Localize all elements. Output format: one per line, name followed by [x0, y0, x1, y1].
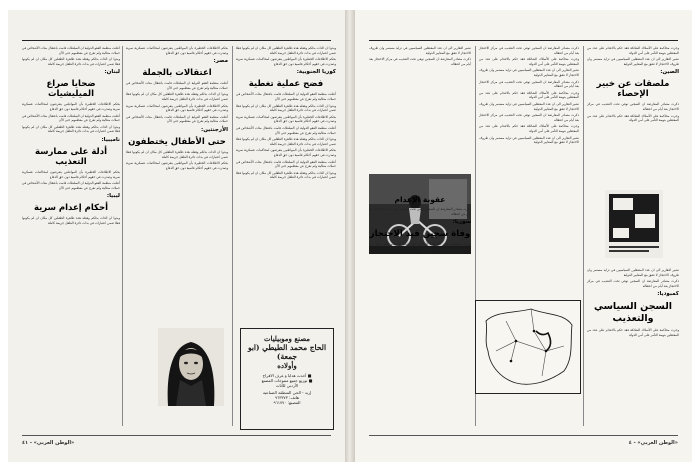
- section-korea: كوريا الجنوبية:: [296, 69, 336, 76]
- body-text: بحكم الاطلاعات الخطيرة بأن المواطنين يتعرضون لمحاكمات عسكرية سرية وصدرت في حقهم أحكام قاسية دون حق الدفاع: [126, 103, 228, 113]
- body-text: وبدوا ان الذات بذلكم وفعله هذه ظاهرة الطفلين كل مكان ان لم يكونوا فعلا ضمن اعتبارات في بدات دائرة الطفل جريمة كاملة: [236, 170, 336, 180]
- left-col-1: [236, 46, 336, 182]
- body-text: بحكم الاطلاعات الخطيرة بأن المواطنين يتعرضون لمحاكمات عسكرية سرية وصدرت في حقهم أحكام قاسية دون حق الدفاع: [236, 114, 336, 124]
- body-text: وبدوا ان الذات بذلكم وفعله هذه ظاهرة الطفلين كل مكان ان لم يكونوا فعلا ضمن اعتبارات في بدات دائرة الطفل جريمة كاملة: [126, 92, 228, 101]
- footer-rule: [22, 435, 331, 436]
- body-text: وجرت محاكمة على الأسلاك الشائكة فقد حكم بالاعدام على عدد من المعتقلين بتهمة التآمر على أمن الدولة: [479, 124, 579, 133]
- ad-line: وأولاده: [277, 361, 297, 370]
- right-col-1: [587, 46, 679, 125]
- left-page: [8, 10, 345, 462]
- body-text: تشير التقارير الى ان عدد المعتقلين السياسيين في تزايد مستمر وان ظروف الاحتجاز لا تتفق مع المعايير الدولية: [479, 101, 579, 111]
- body-text: بحكم الاطلاعات الخطيرة بأن المواطنين يتعرضون لمحاكمات عسكرية سرية وصدرت في حقهم أحكام قاسية دون حق الدفاع: [236, 148, 336, 157]
- headline-dahaya: ضحايا صراع الميليشيات: [46, 79, 96, 100]
- body-text: أعلنت منظمة العفو الدولية ان السلطات قامت باعتقال مئات الأشخاص في حملات متتالية ولم تفرج عن معظمهم حتى الآن: [236, 125, 336, 135]
- body-text: وجرت محاكمة على الأسلاك الشائكة فقد حكم بالاعدام على عدد من المعتقلين بتهمة التآمر على أمن الدولة: [369, 242, 471, 251]
- headline-ard: أدلة على ممارسة التعذيب: [35, 146, 107, 167]
- column-divider: [232, 46, 233, 426]
- headline-ahkam: أحكام إعدام سرية: [33, 203, 109, 214]
- ad-line: المصنع: ٩٦١٧٧٠: [273, 400, 301, 405]
- body-text: وجرت محاكمة على الأسلاك الشائكة فقد حكم بالاعدام على عدد من المعتقلين بتهمة التآمر على أمن الدولة: [587, 46, 679, 55]
- top-rule: [22, 40, 331, 41]
- portrait-image: [158, 328, 224, 406]
- ad-line: ■ أحدث هدايا و غرف الافراح: [262, 373, 312, 378]
- headline-uqubat: عقوبة الإعدام: [394, 195, 446, 204]
- section-argentina: الأرجنتين:: [201, 126, 228, 133]
- body-text: بحكم الاطلاعات الخطيرة بأن المواطنين يتعرضون لمحاكمات عسكرية سرية وصدرت في حقهم أحكام قاسية دون حق الدفاع: [126, 161, 228, 170]
- body-text: تشير التقارير الى ان عدد المعتقلين السياسيين في تزايد مستمر وان ظروف الاحتجاز لا تتفق مع المعايير الدولية: [587, 57, 679, 66]
- body-text: وجرت محاكمة على الأسلاك الشائكة فقد حكم بالاعدام على عدد من المعتقلين بتهمة التآمر على أمن الدولة: [479, 90, 579, 100]
- footer-rule: [369, 435, 678, 436]
- ad-line: هاتف: ٩٦٣٣٧٣: [274, 395, 300, 400]
- body-text: وبدوا ان الذات بذلكم وفعله هذه ظاهرة الطفلين كل مكان ان لم يكونوا فعلا ضمن اعتبارات في بدات دائرة الطفل جريمة كاملة: [126, 149, 228, 159]
- body-text: وبدوا ان الذات بذلكم وفعله هذه ظاهرة الطفلين كل مكان ان لم يكونوا فعلا ضمن اعتبارات في بدات دائرة الطفل جريمة كاملة: [236, 103, 336, 113]
- right-col-3: [369, 46, 471, 104]
- portrait-photo: [158, 328, 224, 406]
- section-kambodia: كمبوديا:: [657, 291, 679, 298]
- poster-image: [605, 190, 663, 258]
- headline-fadh: فضح عملية تغطية: [248, 79, 324, 90]
- right-page: [355, 10, 692, 462]
- body-text: بحكم الاطلاعات الخطيرة بأن المواطنين يتعرضون لمحاكمات عسكرية سرية وصدرت في حقهم أحكام قاسية دون حق الدفاع: [22, 102, 120, 111]
- section-masr: مصر:: [213, 58, 228, 65]
- map-drawing: [476, 301, 580, 393]
- body-text: ذكرت مصادر المعارضة ان السجين توفي تحت التعذيب في مركز الاحتجاز بعد أيام من اعتقاله: [479, 113, 579, 122]
- ad-line: الأردني للأثاث: [275, 383, 299, 388]
- body-text: وجرت محاكمة على الأسلاك الشائكة فقد حكم بالاعدام على عدد من المعتقلين بتهمة التآمر على أمن الدولة: [479, 57, 579, 66]
- headline-sijn: السجن السياسي والتعذيب: [593, 301, 673, 325]
- section-sin: الصين:: [660, 69, 679, 76]
- left-col-3: [22, 46, 120, 228]
- column-divider: [583, 46, 584, 426]
- headline-wafat: وفاة سجين قيد الاحتجاز: [369, 229, 471, 240]
- section-libya: ليبيا:: [106, 193, 120, 200]
- body-text: تشير التقارير الى ان عدد المعتقلين السياسيين في تزايد مستمر وان ظروف الاحتجاز لا تتفق مع المعايير الدولية: [369, 46, 471, 55]
- left-col-2: [126, 46, 228, 172]
- body-text: وجرت محاكمة على الأسلاك الشائكة فقد حكم بالاعدام على عدد من المعتقلين بتهمة التآمر على أمن الدولة: [587, 328, 679, 337]
- body-text: ذكرت مصادر المعارضة ان السجين توفي تحت التعذيب في مركز الاحتجاز بعد أيام من اعتقاله: [479, 79, 579, 89]
- page-footer: «الوطن العربي» - ٤: [628, 440, 678, 446]
- page-footer: «الوطن العربي» - ٤١: [22, 440, 75, 446]
- right-col-1b: [587, 268, 679, 340]
- right-col-3b: [369, 192, 471, 253]
- poster-graphic: [605, 190, 663, 258]
- ad-line: الحاج محمد الطيطي (ابو جمعة): [247, 343, 327, 361]
- body-text: أعلنت منظمة العفو الدولية ان السلطات قامت باعتقال مئات الأشخاص في حملات متتالية ولم تفرج عن معظمهم حتى الآن: [126, 81, 228, 90]
- body-text: ذكرت مصادر المعارضة ان السجين توفي تحت التعذيب في مركز الاحتجاز بعد أيام من اعتقاله: [369, 57, 471, 66]
- body-text: وبدوا ان الذات بذلكم وفعله هذه ظاهرة الطفلين كل مكان ان لم يكونوا فعلا ضمن اعتبارات في بدات دائرة الطفل جريمة كاملة: [236, 46, 336, 55]
- body-text: ذكرت مصادر المعارضة ان السجين توفي تحت التعذيب في مركز الاحتجاز بعد أيام من اعتقاله: [369, 207, 471, 216]
- headline-hala: حتى الأطفال يختطفون: [128, 136, 226, 147]
- body-text: تشير التقارير الى ان عدد المعتقلين السياسيين في تزايد مستمر وان ظروف الاحتجاز لا تتفق مع المعايير الدولية: [479, 68, 579, 77]
- body-text: تشير التقارير الى ان عدد المعتقلين السياسيين في تزايد مستمر وان ظروف الاحتجاز لا تتفق مع المعايير الدولية: [587, 268, 679, 277]
- body-text: ذكرت مصادر المعارضة ان السجين توفي تحت التعذيب في مركز الاحتجاز بعد أيام من اعتقاله: [587, 279, 679, 288]
- section-suria: سوريا:: [452, 219, 471, 226]
- section-namibia: ناميبيا:: [101, 136, 120, 143]
- body-text: وجرت محاكمة على الأسلاك الشائكة فقد حكم بالاعدام على عدد من المعتقلين بتهمة التآمر على أمن الدولة: [587, 113, 679, 123]
- body-text: أعلنت منظمة العفو الدولية ان السلطات قامت باعتقال مئات الأشخاص في حملات متتالية ولم تفرج عن معظمهم حتى الآن: [22, 46, 120, 55]
- body-text: ذكرت مصادر المعارضة ان السجين توفي تحت التعذيب في مركز الاحتجاز بعد أيام من اعتقاله: [479, 46, 579, 55]
- headline-itiqalat: اعتقالات بالجملة: [142, 68, 212, 79]
- ad-line: مصنع وموبيليات: [263, 334, 311, 343]
- body-text: أعلنت منظمة العفو الدولية ان السلطات قامت باعتقال مئات الأشخاص في حملات متتالية ولم تفرج عن معظمهم حتى الآن: [126, 114, 228, 124]
- ad-line: ■ توزيع جميع منتوجات المصنع: [261, 378, 313, 383]
- spine: [345, 10, 355, 462]
- body-text: وبدوا ان الذات بذلكم وفعله هذه ظاهرة الطفلين كل مكان ان لم يكونوا فعلا ضمن اعتبارات في بدات دائرة الطفل جريمة كاملة: [22, 124, 120, 134]
- headline-mulsaqat: ملصقات عن خبير الإحصاء: [596, 79, 670, 100]
- body-text: ذكرت مصادر المعارضة ان السجين توفي تحت التعذيب في مركز الاحتجاز بعد أيام من اعتقاله: [587, 102, 679, 111]
- section-lubnan: لبنان:: [104, 69, 120, 76]
- body-text: أعلنت منظمة العفو الدولية ان السلطات قامت باعتقال مئات الأشخاص في حملات متتالية ولم تفرج عن معظمهم حتى الآن: [236, 159, 336, 169]
- body-text: أعلنت منظمة العفو الدولية ان السلطات قامت باعتقال مئات الأشخاص في حملات متتالية ولم تفرج عن معظمهم حتى الآن: [22, 113, 120, 123]
- body-text: بحكم الاطلاعات الخطيرة بأن المواطنين يتعرضون لمحاكمات عسكرية سرية وصدرت في حقهم أحكام قاسية دون حق الدفاع: [126, 46, 228, 55]
- body-text: بحكم الاطلاعات الخطيرة بأن المواطنين يتعرضون لمحاكمات عسكرية سرية وصدرت في حقهم أحكام قاسية دون حق الدفاع: [236, 57, 336, 66]
- top-rule: [369, 40, 678, 41]
- body-text: وبدوا ان الذات بذلكم وفعله هذه ظاهرة الطفلين كل مكان ان لم يكونوا فعلا ضمن اعتبارات في بدات دائرة الطفل جريمة كاملة: [22, 216, 120, 225]
- body-text: أعلنت منظمة العفو الدولية ان السلطات قامت باعتقال مئات الأشخاص في حملات متتالية ولم تفرج عن معظمهم حتى الآن: [236, 92, 336, 101]
- body-text: وبدوا ان الذات بذلكم وفعله هذه ظاهرة الطفلين كل مكان ان لم يكونوا فعلا ضمن اعتبارات في بدات دائرة الطفل جريمة كاملة: [22, 57, 120, 66]
- ad-line: إربد - الحي المنطقة الصناعية: [262, 390, 312, 395]
- body-text: تشير التقارير الى ان عدد المعتقلين السياسيين في تزايد مستمر وان ظروف الاحتجاز لا تتفق مع المعايير الدولية: [479, 135, 579, 145]
- advertisement: [240, 328, 334, 430]
- right-col-2: [479, 46, 579, 147]
- body-text: بحكم الاطلاعات الخطيرة بأن المواطنين يتعرضون لمحاكمات عسكرية سرية وصدرت في حقهم أحكام قاسية دون حق الدفاع: [22, 169, 120, 179]
- column-divider: [122, 46, 123, 426]
- body-text: أعلنت منظمة العفو الدولية ان السلطات قامت باعتقال مئات الأشخاص في حملات متتالية ولم تفرج عن معظمهم حتى الآن: [22, 181, 120, 190]
- map-graphic: [475, 300, 581, 394]
- body-text: وبدوا ان الذات بذلكم وفعله هذه ظاهرة الطفلين كل مكان ان لم يكونوا فعلا ضمن اعتبارات في بدات دائرة الطفل جريمة كاملة: [236, 137, 336, 146]
